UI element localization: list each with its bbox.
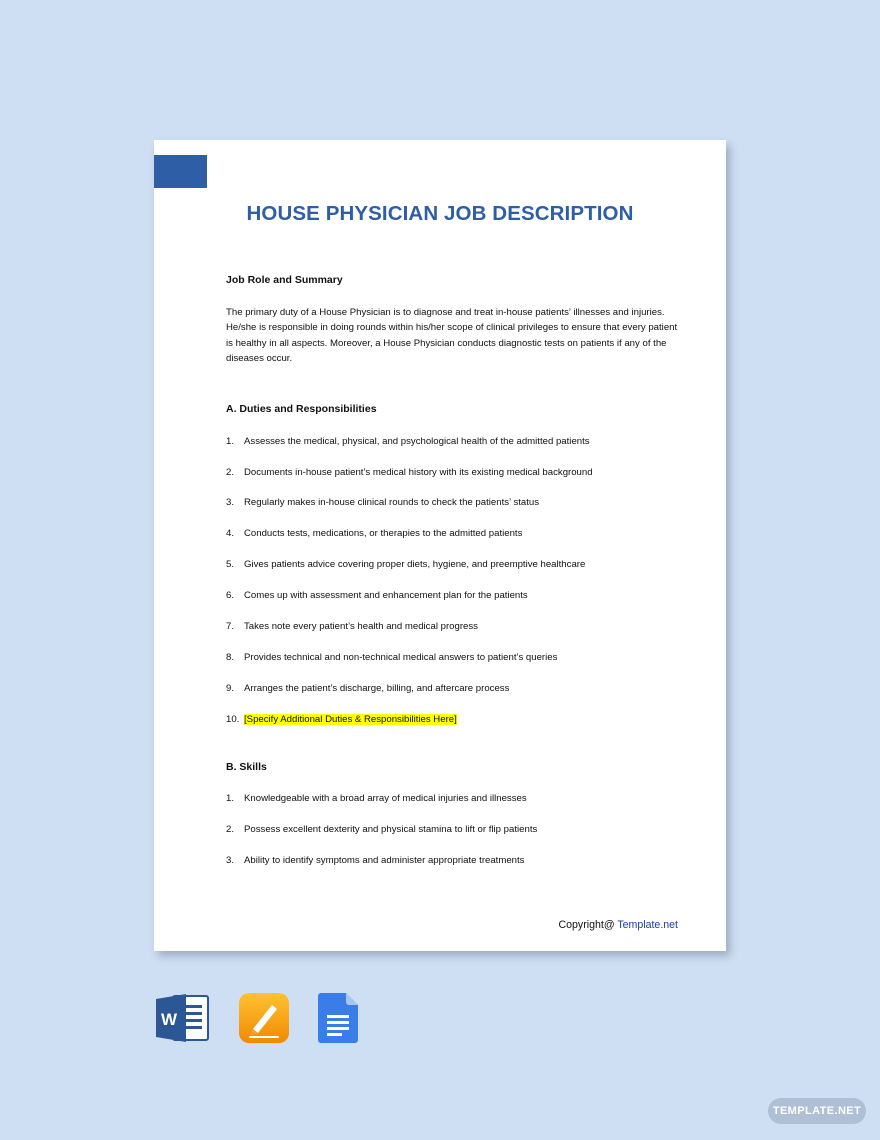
duty-number: 3. xyxy=(226,497,235,508)
copyright-prefix: Copyright@ xyxy=(558,919,618,931)
duty-item xyxy=(226,497,539,508)
duty-text: Regularly makes in-house clinical rounds to check the patients’ status xyxy=(244,497,540,508)
template-net-watermark: TEMPLATE.NET xyxy=(768,1098,866,1124)
skill-number: 1. xyxy=(226,793,235,804)
duty-text: Comes up with assessment and enhancement plan for the patients xyxy=(244,590,528,601)
duty-text: Arranges the patient’s discharge, billing, and aftercare process xyxy=(244,683,510,694)
skill-text: Ability to identify symptoms and administer appropriate treatments xyxy=(244,855,525,866)
copyright-link[interactable]: Template.net xyxy=(617,919,678,931)
duties-heading: A. Duties and Responsibilities xyxy=(226,403,377,415)
header-accent-block xyxy=(154,155,207,188)
duty-item xyxy=(226,467,593,478)
skill-number: 3. xyxy=(226,855,235,866)
summary-heading: Job Role and Summary xyxy=(226,274,343,286)
duty-item xyxy=(226,559,585,570)
duty-number: 2. xyxy=(226,467,235,478)
skill-number: 2. xyxy=(226,824,235,835)
duty-number: 1. xyxy=(226,436,235,447)
summary-text: The primary duty of a House Physician is to diagnose and treat in-house patients’ illnesses and injuries. He/she is responsible in doing rounds within his/her scope of clinical privileges to ensure that every patient is healthy in all aspects. Moreover, a House Physician conducts diagnostic tests on patients if any of the diseases occur. xyxy=(226,307,678,364)
duty-item xyxy=(226,652,557,663)
placeholder-highlight[interactable]: [Specify Additional Duties & Responsibilities Here] xyxy=(244,714,457,725)
duty-item xyxy=(226,590,528,601)
skills-heading: B. Skills xyxy=(226,761,267,773)
document-page xyxy=(154,140,726,951)
duty-item xyxy=(226,436,590,447)
duty-number: 4. xyxy=(226,528,235,539)
svg-text:W: W xyxy=(160,1010,178,1029)
duty-text: Conducts tests, medications, or therapies to the admitted patients xyxy=(244,528,523,539)
duty-text: Provides technical and non-technical medical answers to patient’s queries xyxy=(244,652,558,663)
duty-number: 10. xyxy=(226,714,240,725)
pages-icon[interactable] xyxy=(239,993,289,1048)
duty-number: 9. xyxy=(226,683,235,694)
skill-item xyxy=(226,793,527,804)
duty-text: Takes note every patient’s health and medical progress xyxy=(244,621,478,632)
duty-number: 6. xyxy=(226,590,235,601)
skill-item xyxy=(226,824,537,835)
duty-text: Documents in-house patient’s medical history with its existing medical background xyxy=(244,467,593,478)
duty-item xyxy=(226,528,522,539)
skill-text: Knowledgeable with a broad array of medical injuries and illnesses xyxy=(244,793,527,804)
skill-text: Possess excellent dexterity and physical stamina to lift or flip patients xyxy=(244,824,538,835)
duty-item xyxy=(226,683,509,694)
google-docs-icon[interactable] xyxy=(318,993,358,1048)
duty-text: Assesses the medical, physical, and psychological health of the admitted patients xyxy=(244,436,590,447)
skill-item xyxy=(226,855,524,866)
duty-number: 5. xyxy=(226,559,235,570)
duty-item xyxy=(226,621,478,632)
duty-text: Gives patients advice covering proper diets, hygiene, and preemptive healthcare xyxy=(244,559,586,570)
duty-number: 7. xyxy=(226,621,235,632)
duty-number: 8. xyxy=(226,652,235,663)
copyright-notice xyxy=(558,919,678,931)
duty-item xyxy=(226,714,457,725)
word-icon[interactable] xyxy=(156,993,210,1048)
document-title: HOUSE PHYSICIAN JOB DESCRIPTION xyxy=(246,202,634,225)
